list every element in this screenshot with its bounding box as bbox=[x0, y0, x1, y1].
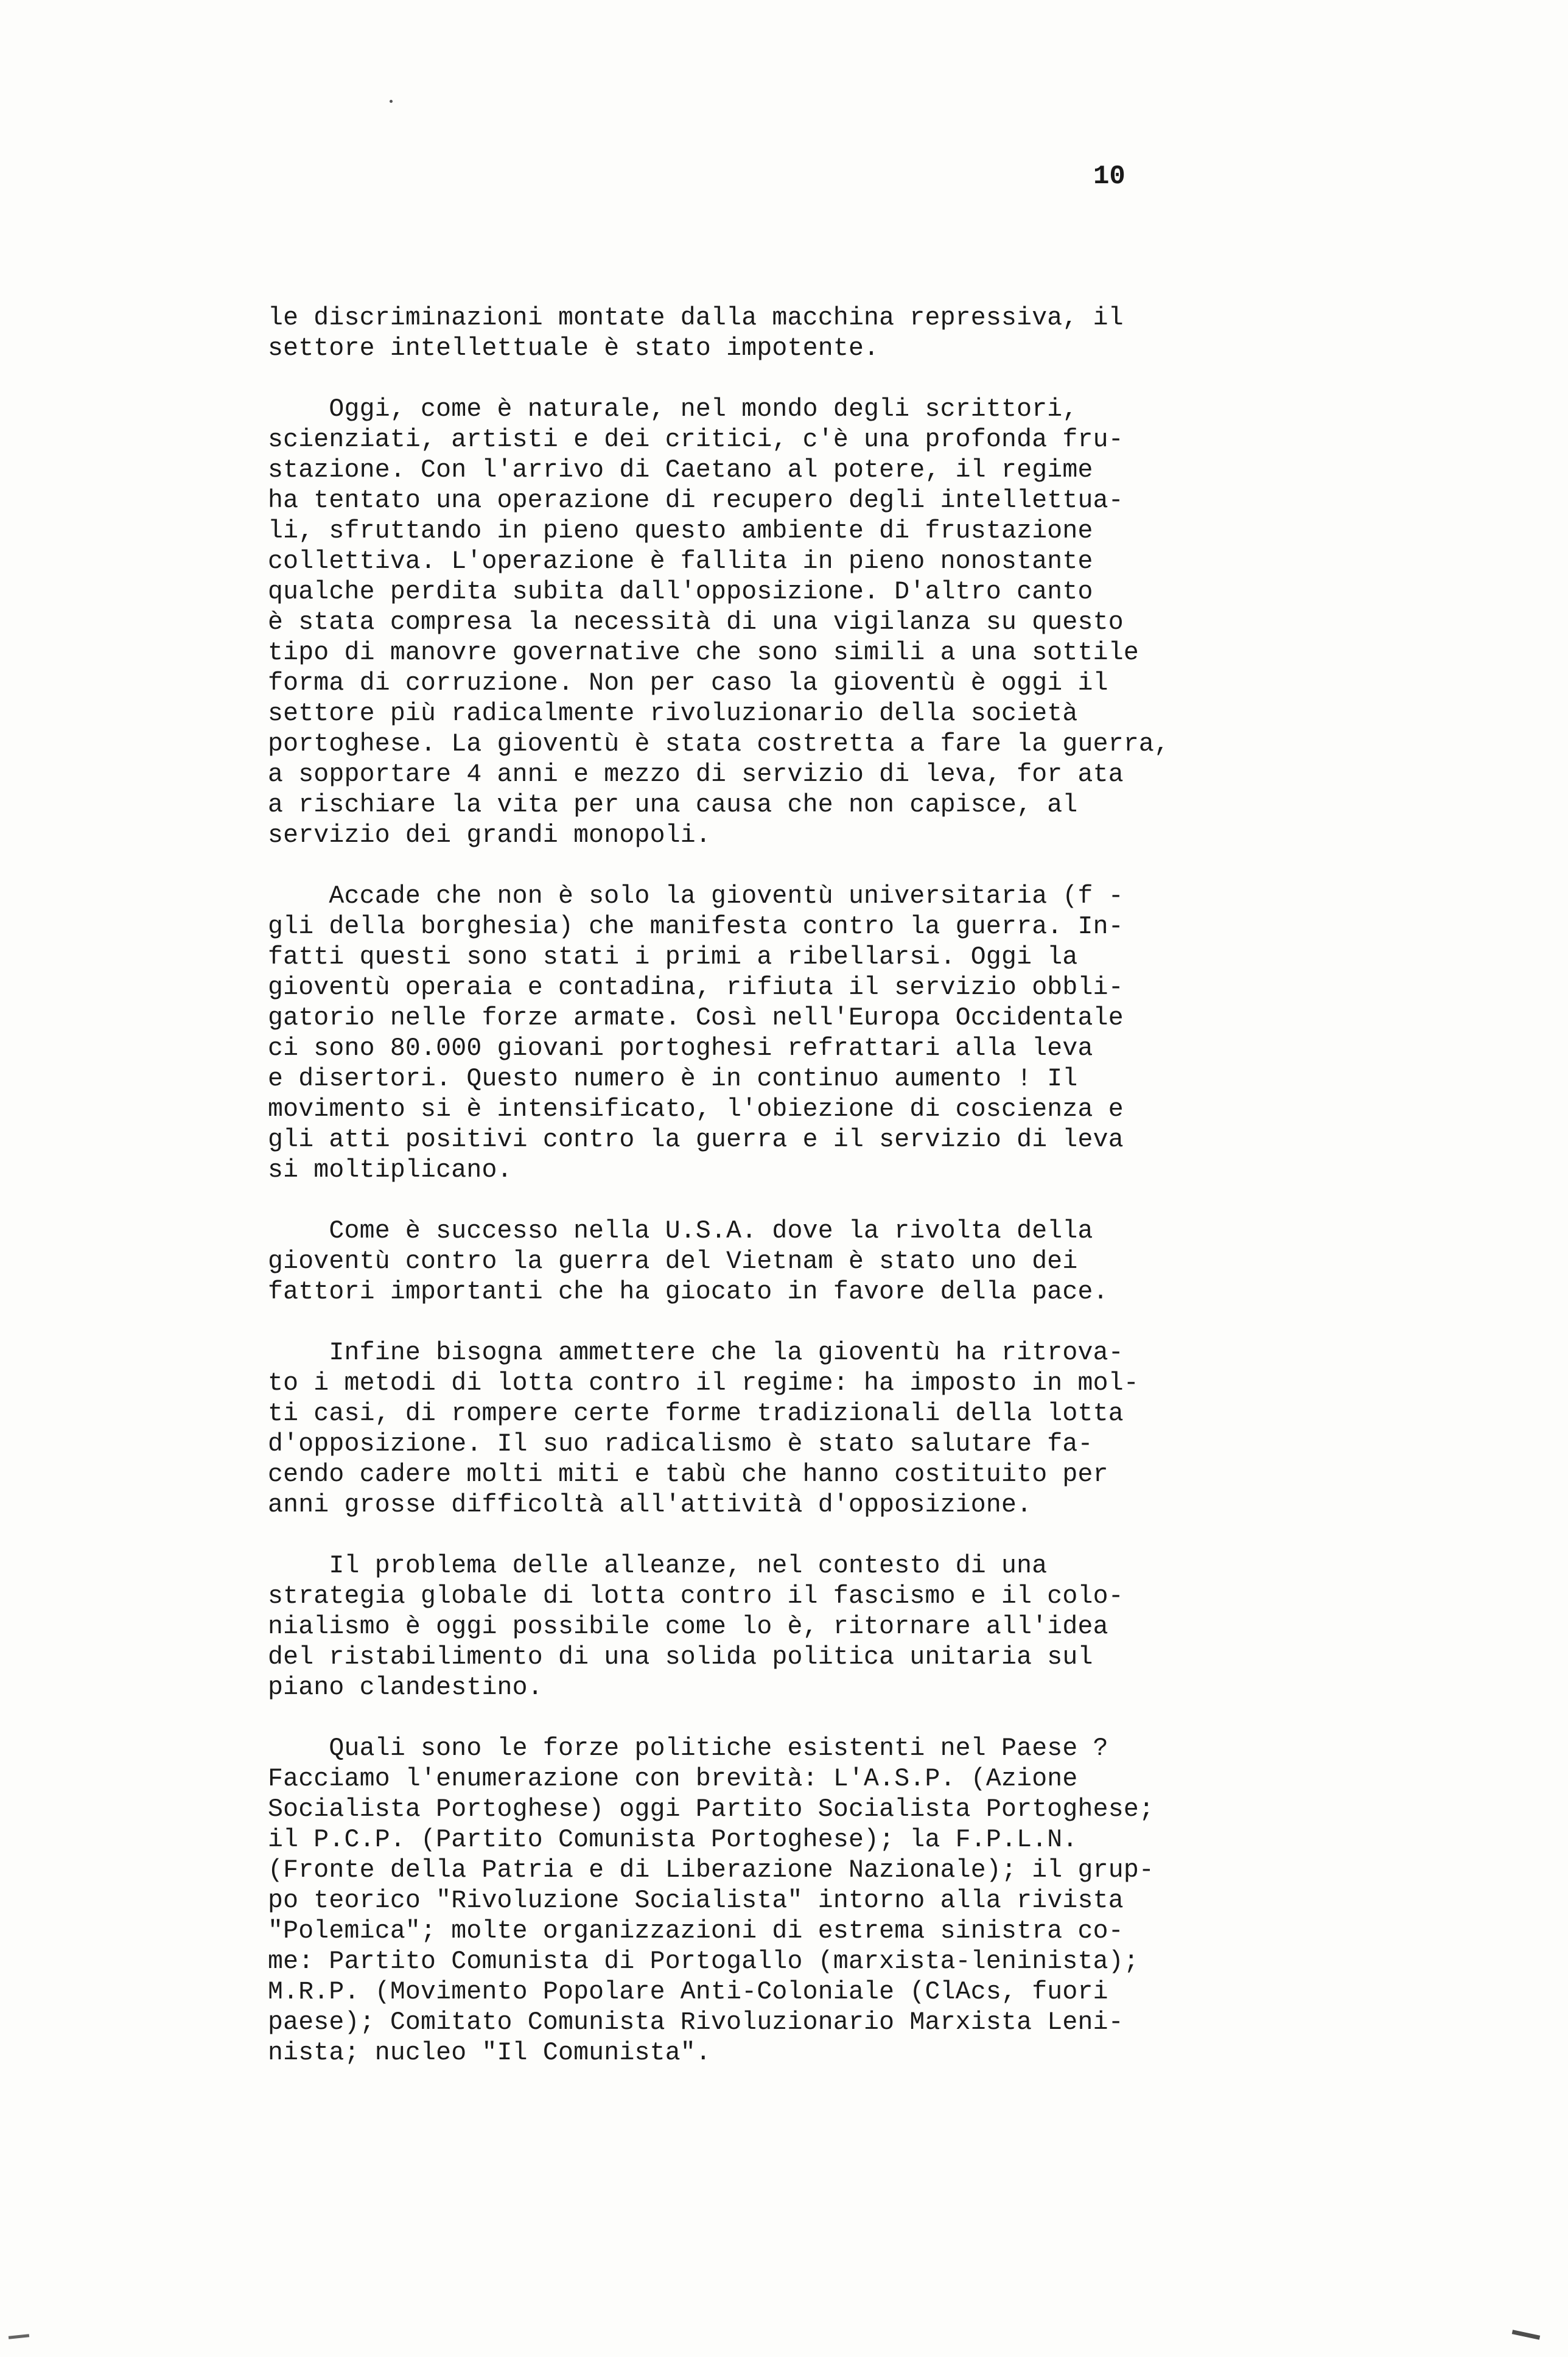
text-line: piano clandestino. bbox=[268, 1673, 543, 1702]
text-line: ha tentato una operazione di recupero degli intellettua- bbox=[268, 486, 1124, 515]
paragraph bbox=[268, 303, 1254, 364]
text-line: gli atti positivi contro la guerra e il servizio di leva bbox=[268, 1126, 1124, 1154]
text-line: nialismo è oggi possibile come lo è, ritornare all'idea bbox=[268, 1613, 1108, 1641]
text-line: settore più radicalmente rivoluzionario della società bbox=[268, 699, 1078, 728]
text-line: Infine bisogna ammettere che la gioventù ha ritrova- bbox=[268, 1339, 1124, 1367]
paragraph bbox=[268, 1551, 1254, 1703]
text-line: portoghese. La gioventù è stata costretta a fare la guerra, bbox=[268, 730, 1170, 758]
text-line: Il problema delle alleanze, nel contesto di una bbox=[268, 1552, 1048, 1580]
text-line: to i metodi di lotta contro il regime: ha imposto in mol- bbox=[268, 1369, 1139, 1398]
text-line: forma di corruzione. Non per caso la gioventù è oggi il bbox=[268, 669, 1108, 698]
text-line: anni grosse difficoltà all'attività d'opposizione. bbox=[268, 1491, 1032, 1519]
paragraph bbox=[268, 881, 1254, 1186]
text-line: gioventù contro la guerra del Vietnam è stato uno dei bbox=[268, 1247, 1078, 1276]
text-line: Facciamo l'enumerazione con brevità: L'A.S.P. (Azione bbox=[268, 1765, 1078, 1793]
document-body bbox=[268, 303, 1254, 2099]
text-line: strategia globale di lotta contro il fascismo e il colo- bbox=[268, 1582, 1124, 1611]
text-line: a rischiare la vita per una causa che non capisce, al bbox=[268, 791, 1078, 819]
text-line: me: Partito Comunista di Portogallo (marxista-leninista); bbox=[268, 1947, 1139, 1976]
text-line: d'opposizione. Il suo radicalismo è stato salutare fa- bbox=[268, 1430, 1093, 1459]
text-line: settore intellettuale è stato impotente. bbox=[268, 334, 880, 363]
text-line: fatti questi sono stati i primi a ribellarsi. Oggi la bbox=[268, 943, 1078, 972]
text-line: Accade che non è solo la gioventù universitaria (f - bbox=[268, 882, 1124, 911]
text-line: ci sono 80.000 giovani portoghesi refrattari alla leva bbox=[268, 1034, 1093, 1063]
text-line: gatorio nelle forze armate. Così nell'Europa Occidentale bbox=[268, 1004, 1124, 1032]
paragraph bbox=[268, 394, 1254, 851]
text-line: Socialista Portoghese) oggi Partito Socialista Portoghese; bbox=[268, 1795, 1155, 1824]
text-line: il P.C.P. (Partito Comunista Portoghese); la F.P.L.N. bbox=[268, 1826, 1078, 1854]
paragraph bbox=[268, 1216, 1254, 1308]
text-line: Oggi, come è naturale, nel mondo degli scrittori, bbox=[268, 395, 1078, 424]
text-line: gioventù operaia e contadina, rifiuta il servizio obbli- bbox=[268, 973, 1124, 1002]
text-line: collettiva. L'operazione è fallita in pieno nonostante bbox=[268, 547, 1093, 576]
text-line: e disertori. Questo numero è in continuo aumento ! Il bbox=[268, 1065, 1078, 1093]
text-line: tipo di manovre governative che sono simili a una sottile bbox=[268, 639, 1139, 667]
paragraph bbox=[268, 1338, 1254, 1521]
paragraph bbox=[268, 1734, 1254, 2068]
text-line: Quali sono le forze politiche esistenti nel Paese ? bbox=[268, 1734, 1108, 1763]
text-line: a sopportare 4 anni e mezzo di servizio di leva, for ata bbox=[268, 760, 1124, 789]
text-line: "Polemica"; molte organizzazioni di estrema sinistra co- bbox=[268, 1917, 1124, 1945]
scan-speck bbox=[390, 100, 393, 103]
text-line: del ristabilimento di una solida politica unitaria sul bbox=[268, 1643, 1093, 1672]
text-line: scienziati, artisti e dei critici, c'è una profonda fru- bbox=[268, 426, 1124, 454]
scan-mark-left bbox=[9, 2334, 29, 2339]
text-line: è stata compresa la necessità di una vigilanza su questo bbox=[268, 608, 1124, 637]
text-line: po teorico "Rivoluzione Socialista" intorno alla rivista bbox=[268, 1886, 1124, 1915]
text-line: si moltiplicano. bbox=[268, 1156, 513, 1185]
text-line: movimento si è intensificato, l'obiezione di coscienza e bbox=[268, 1095, 1124, 1124]
text-line: qualche perdita subita dall'opposizione. D'altro canto bbox=[268, 578, 1093, 606]
text-line: gli della borghesia) che manifesta contro la guerra. In- bbox=[268, 912, 1124, 941]
text-line: (Fronte della Patria e di Liberazione Nazionale); il grup- bbox=[268, 1856, 1155, 1885]
page-number: 10 bbox=[1093, 161, 1125, 192]
text-line: M.R.P. (Movimento Popolare Anti-Coloniale (ClAcs, fuori bbox=[268, 1978, 1108, 2006]
text-line: le discriminazioni montate dalla macchina repressiva, il bbox=[268, 304, 1124, 332]
text-line: stazione. Con l'arrivo di Caetano al potere, il regime bbox=[268, 456, 1093, 485]
text-line: ti casi, di rompere certe forme tradizionali della lotta bbox=[268, 1399, 1124, 1428]
scan-mark-right bbox=[1512, 2330, 1540, 2339]
text-line: li, sfruttando in pieno questo ambiente di frustazione bbox=[268, 517, 1093, 545]
text-line: paese); Comitato Comunista Rivoluzionario Marxista Leni- bbox=[268, 2008, 1124, 2037]
text-line: cendo cadere molti miti e tabù che hanno costituito per bbox=[268, 1460, 1108, 1489]
text-line: Come è successo nella U.S.A. dove la rivolta della bbox=[268, 1217, 1093, 1245]
text-line: nista; nucleo "Il Comunista". bbox=[268, 2039, 712, 2067]
text-line: servizio dei grandi monopoli. bbox=[268, 821, 712, 850]
text-line: fattori importanti che ha giocato in favore della pace. bbox=[268, 1278, 1108, 1306]
